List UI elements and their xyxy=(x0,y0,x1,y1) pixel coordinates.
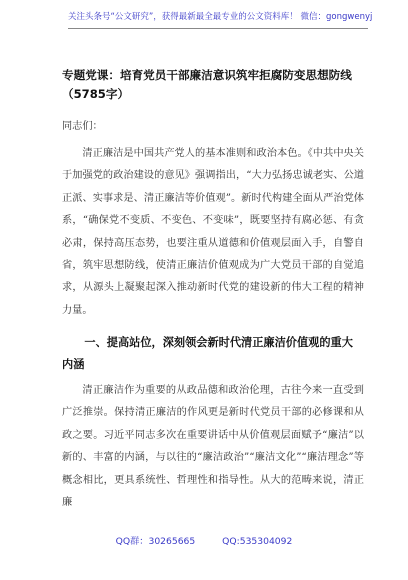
document-title: 专题党课：培育党员干部廉洁意识筑牢拒腐防变思想防线（5785字） xyxy=(62,68,352,101)
paragraph-1: 清正廉洁是中国共产党人的基本准则和政治本色。《中共中央关于加强党的政治建设的意见》强调指出，“大力弘扬忠诚老实、公道正派、实事求是、清正廉洁等价值观”。新时代构建全面从严治党体系，“确保党不变质、不变色、不变味”，既要坚持有腐必惩、有贪必肃，保持高压态势，也要注重从道德和价值观层面入手，自警自省，筑牢思想防线，使清正廉洁价值观成为广大党员干部的自觉追求，从源头上凝聚起深入推动新时代党的建设新的伟大工程的精神力量。 xyxy=(62,148,364,316)
promo-banner: 关注头条号“公文研究”，获得最新最全最专业的公文资料库！ 微信：gongwenyj xyxy=(68,10,368,29)
footer-contact xyxy=(0,533,408,547)
section-heading-1: 一、提高站位，深刻领会新时代清正廉洁价值观的重大内涵 xyxy=(62,336,353,371)
qq-text: QQ:535304092 xyxy=(222,536,293,547)
salutation: 同志们： xyxy=(62,121,103,132)
paragraph-2: 清正廉洁作为重要的从政品德和政治伦理，古往今来一直受到广泛推崇。保持清正廉洁的作风更是新时代党员干部的必修课和从政之要。习近平同志多次在重要讲话中从价值观层面赋予“廉洁”以新的、丰富的内涵，与以往的“廉洁政治”“廉洁文化”“廉洁理念”等概念相比，更具系统性、哲理性和指导性。从大的范畴来说，清正廉 xyxy=(62,385,364,509)
qq-group-text: QQ群：30265665 xyxy=(115,536,196,547)
